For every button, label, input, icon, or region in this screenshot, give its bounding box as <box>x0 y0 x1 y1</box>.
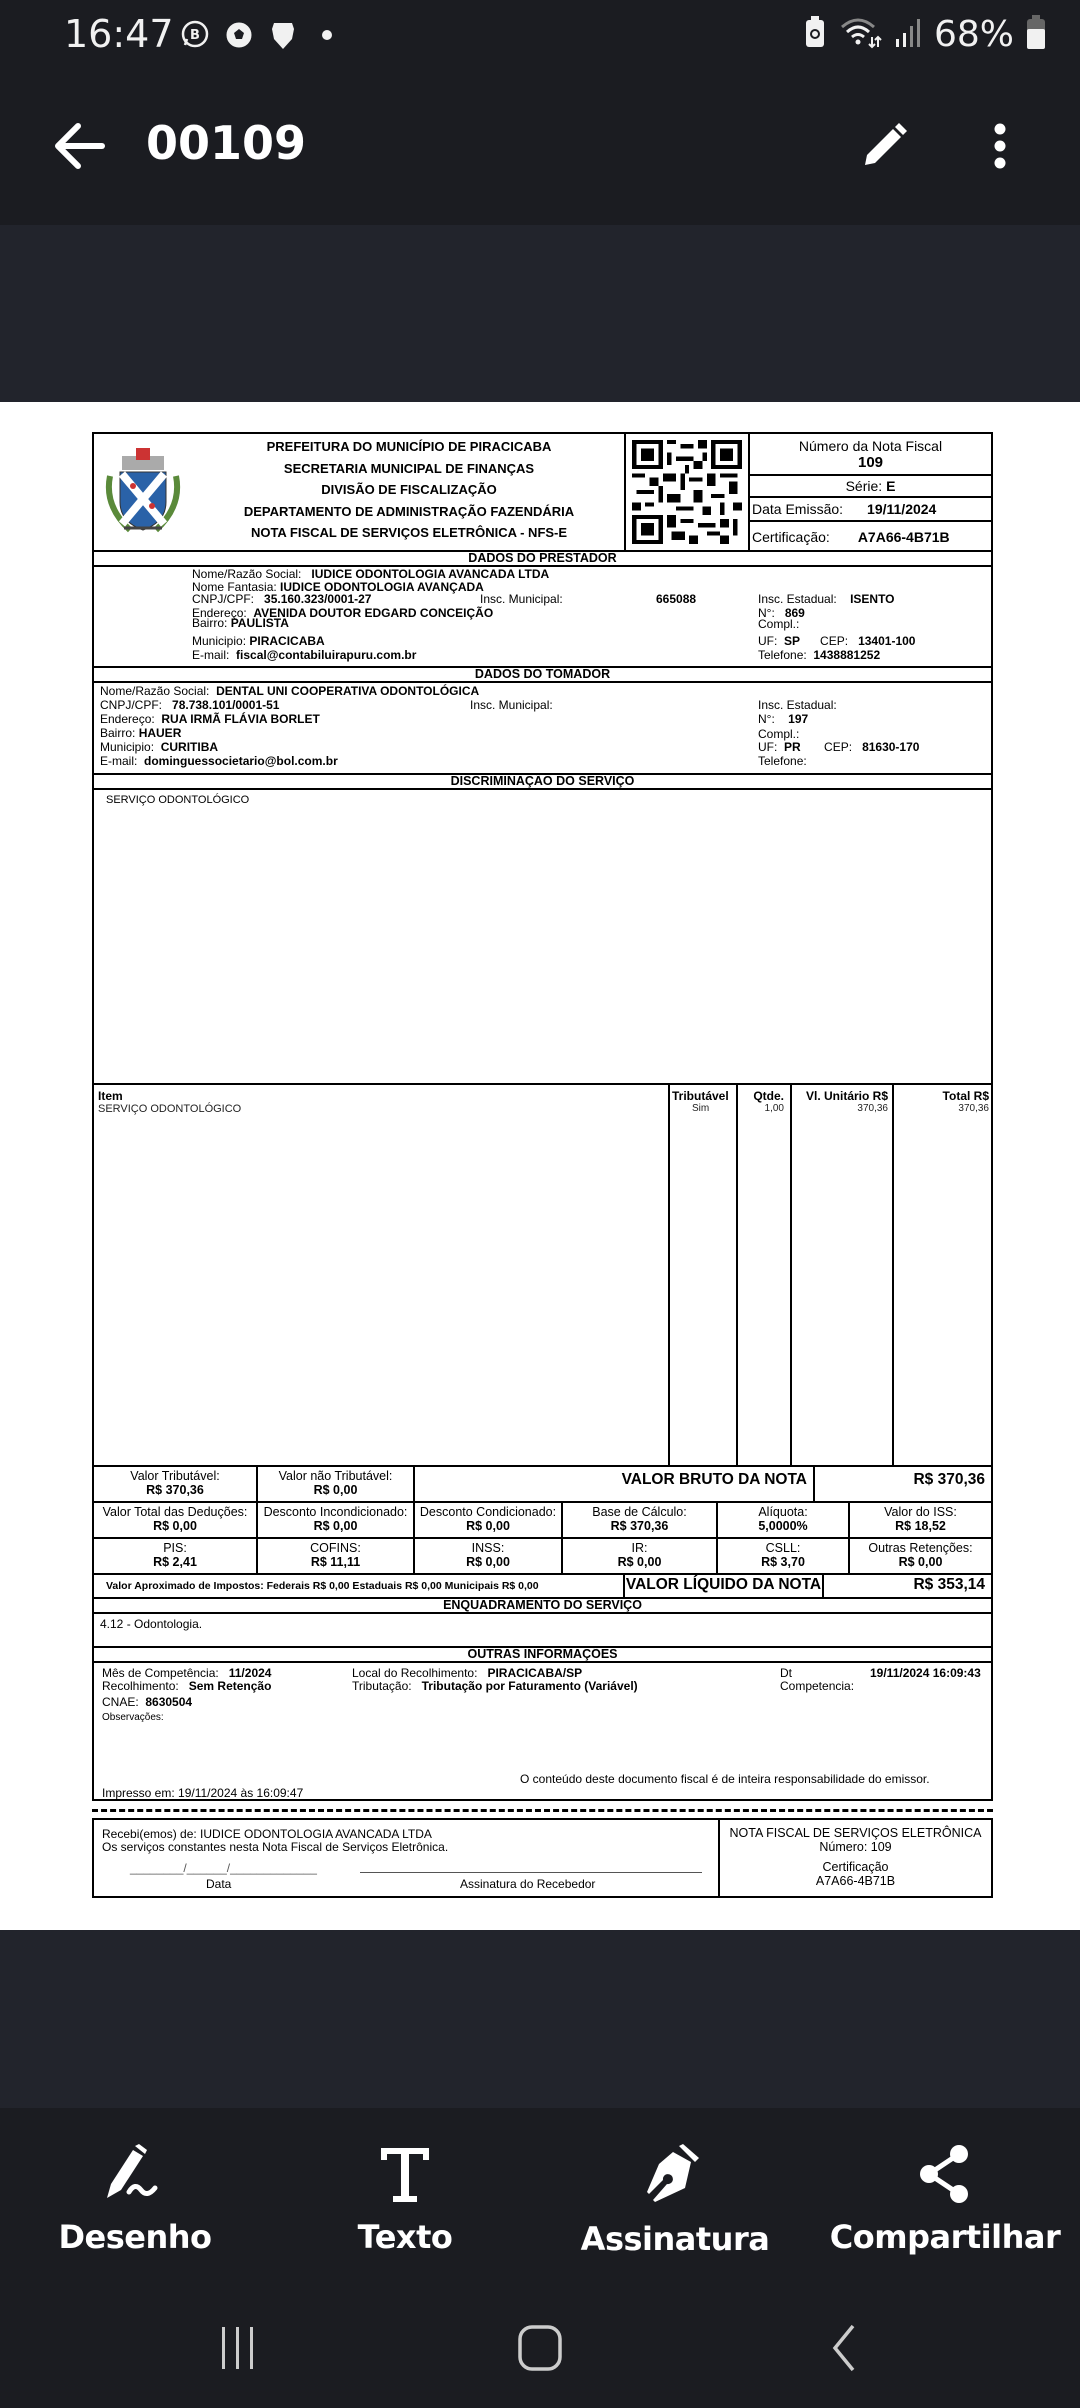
label: IR: <box>631 1541 648 1555</box>
cofins-cell <box>258 1539 415 1573</box>
emission-date-value: 19/11/2024 <box>867 501 937 517</box>
label: Endereço: <box>192 606 247 620</box>
disclaimer: O conteúdo deste documento fiscal é de inteira responsabilidade do emissor. <box>520 1772 930 1786</box>
label: INSS: <box>471 1541 505 1555</box>
desc-incond-value: R$ 0,00 <box>313 1519 358 1533</box>
pis-cell <box>94 1539 258 1573</box>
label: CNPJ/CPF: <box>100 698 163 712</box>
label: Alíquota: <box>758 1505 808 1519</box>
label: PIS: <box>163 1541 187 1555</box>
item-vl-unitario: 370,36 <box>857 1103 888 1114</box>
valor-liquido-label: VALOR LÍQUIDO DA NOTA <box>625 1575 824 1597</box>
label: E-mail: <box>100 754 138 768</box>
label: Recolhimento: <box>102 1679 179 1693</box>
svg-text:B: B <box>190 28 200 43</box>
label: COFINS: <box>310 1541 361 1555</box>
invoice-number-box <box>750 434 991 552</box>
label: Nome/Razão Social: <box>192 567 302 581</box>
outras-retencoes-cell <box>850 1539 991 1573</box>
recolhimento: Sem Retenção <box>188 1679 272 1693</box>
outras-retencoes-value: R$ 0,00 <box>898 1555 943 1569</box>
csll-value: R$ 3,70 <box>761 1555 805 1569</box>
signature-label: Assinatura do Recebedor <box>460 1877 596 1891</box>
valor-bruto: R$ 370,36 <box>913 1471 985 1488</box>
col-header-total: Total R$ <box>942 1089 989 1103</box>
label: CEP: <box>820 634 849 648</box>
draw-icon <box>103 2144 167 2204</box>
tomador-cnpj: 78.738.101/0001-51 <box>172 698 280 712</box>
csll-cell <box>718 1539 850 1573</box>
label: Insc. Municipal: <box>480 592 563 606</box>
whatsapp-business-icon <box>178 18 212 52</box>
aliquota-value: 5,0000% <box>758 1519 808 1533</box>
back-button[interactable] <box>46 112 114 180</box>
receipt-nf-number: Número: 109 <box>819 1840 892 1854</box>
values-row-1 <box>92 1465 993 1501</box>
emission-date-cell <box>750 498 991 522</box>
values-row-3 <box>92 1537 993 1573</box>
header-line: SECRETARIA MUNICIPAL DE FINANÇAS <box>283 460 535 476</box>
prestador-bairro: PAULISTA <box>230 616 289 630</box>
label: CNPJ/CPF: <box>192 592 255 606</box>
system-nav-bar <box>0 2288 1080 2408</box>
label: Dt <box>780 1666 792 1680</box>
tomador-uf: PR <box>784 740 801 754</box>
invoice-number-label: Número da Nota Fiscal <box>798 437 943 454</box>
share-icon <box>917 2144 973 2204</box>
label: Telefone: <box>758 648 807 662</box>
qr-code <box>624 434 750 552</box>
label: Valor Tributável: <box>130 1469 220 1483</box>
serie-value: E <box>886 478 896 494</box>
prestador-address: AVENIDA DOUTOR EDGARD CONCEIÇÃO <box>253 606 494 620</box>
section-title-enquadramento: ENQUADRAMENTO DO SERVIÇO <box>92 1597 993 1612</box>
item-qtde: 1,00 <box>764 1103 784 1114</box>
receipt-nf-box <box>718 1820 991 1896</box>
valor-tributavel: R$ 370,36 <box>146 1483 204 1497</box>
cofins-value: R$ 11,11 <box>310 1555 361 1569</box>
battery-saver-icon <box>804 15 826 54</box>
prestador-insc-municipal: 665088 <box>656 592 697 606</box>
label: Municipio: <box>192 634 247 648</box>
tomador-municipio: CURITIBA <box>160 740 219 754</box>
valor-nao-tributavel-cell <box>258 1467 415 1501</box>
deducoes-value: R$ 0,00 <box>153 1519 197 1533</box>
valor-iss-cell <box>850 1503 991 1537</box>
desc-incond-cell <box>258 1503 415 1537</box>
valor-iss-value: R$ 18,52 <box>895 1519 946 1533</box>
text-icon <box>377 2144 433 2204</box>
prestador-section <box>92 565 993 666</box>
discriminacao-section <box>92 788 993 1083</box>
receipt-line-1: Recebi(emos) de: IUDICE ODONTOLOGIA AVANCADA LTDA <box>102 1827 432 1841</box>
home-icon <box>517 2324 563 2372</box>
status-bar <box>0 0 1080 72</box>
serie-label: Série: <box>845 478 883 494</box>
pencil-icon <box>859 121 909 171</box>
tomador-cep: 81630-170 <box>862 740 920 754</box>
soccer-ball-icon <box>222 18 256 52</box>
mes-competencia: 11/2024 <box>228 1666 272 1680</box>
label: Base de Cálculo: <box>592 1505 687 1519</box>
status-time: 16:47 <box>64 12 174 56</box>
label: Desconto Condicionado: <box>419 1505 557 1519</box>
nfse-document <box>92 432 993 1898</box>
invoice-number-value: 109 <box>857 453 884 471</box>
prestador-cnpj: 35.160.323/0001-27 <box>264 592 372 606</box>
section-title-discriminacao: DISCRIMINAÇÃO DO SERVIÇO <box>92 773 993 788</box>
tomador-bairro: HAUER <box>138 726 182 740</box>
label: Municipio: <box>100 740 155 754</box>
edit-button[interactable] <box>852 114 916 178</box>
deducoes-cell <box>94 1503 258 1537</box>
notification-dot <box>322 30 332 40</box>
label: Mês de Competência: <box>102 1666 219 1680</box>
cnae: 8630504 <box>145 1695 193 1709</box>
tomador-number: 197 <box>788 712 809 726</box>
signal-icon <box>894 15 922 54</box>
label: Outras Retenções: <box>868 1541 973 1555</box>
label: Valor Total das Deduções: <box>102 1505 248 1519</box>
values-row-2 <box>92 1501 993 1537</box>
header-line: DEPARTAMENTO DE ADMINISTRAÇÃO FAZENDÁRIA <box>243 503 575 519</box>
label: Endereço: <box>100 712 155 726</box>
label: Bairro: <box>192 616 228 630</box>
items-table <box>92 1083 993 1465</box>
label: Bairro: <box>100 726 136 740</box>
label: Desconto Incondicionado: <box>263 1505 408 1519</box>
prestador-cep: 13401-100 <box>858 634 916 648</box>
label: CNAE: <box>102 1695 139 1709</box>
label: Local do Recolhimento: <box>352 1666 478 1680</box>
signature-button[interactable] <box>540 2108 810 2288</box>
label: Nome Fantasia: <box>192 580 277 594</box>
enquadramento-section <box>92 1612 993 1646</box>
document-header <box>92 432 993 550</box>
aliquota-cell <box>718 1503 850 1537</box>
label: E-mail: <box>192 648 230 662</box>
app-bar <box>0 72 1080 225</box>
pdf-page[interactable] <box>0 402 1080 1930</box>
back-icon <box>829 2324 859 2372</box>
service-description: SERVIÇO ODONTOLÓGICO <box>106 794 250 806</box>
more-vert-icon <box>992 123 1008 169</box>
label: UF: <box>758 634 778 648</box>
valor-liquido: R$ 353,14 <box>913 1576 985 1593</box>
tomador-section <box>92 681 993 773</box>
base-calculo-value: R$ 370,36 <box>610 1519 669 1533</box>
receipt-stub <box>92 1818 993 1898</box>
draw-button[interactable] <box>0 2108 270 2288</box>
share-label: Compartilhar <box>829 2218 1061 2256</box>
col-header-item: Item <box>98 1089 123 1103</box>
signature-line <box>360 1872 702 1873</box>
prestador-trade-name: IUDICE ODONTOLOGIA AVANÇADA <box>280 580 484 594</box>
valor-tributavel-cell <box>94 1467 258 1501</box>
enquadramento-text: 4.12 - Odontologia. <box>100 1617 203 1631</box>
label: Nome/Razão Social: <box>100 684 210 698</box>
battery-percent: 68% <box>933 14 1014 55</box>
label: Compl.: <box>758 727 800 741</box>
label: UF: <box>758 740 778 754</box>
local-recolhimento: PIRACICABA/SP <box>487 1666 583 1680</box>
wifi-icon <box>838 15 882 54</box>
label: Compl.: <box>758 617 800 631</box>
signature-pen-icon <box>645 2144 705 2206</box>
base-calculo-cell <box>563 1503 718 1537</box>
emission-date-label: Data Emissão: <box>752 501 844 517</box>
header-title-block <box>194 436 624 544</box>
header-line: DIVISÃO DE FISCALIZAÇÃO <box>321 482 497 497</box>
item-total: 370,36 <box>958 1103 989 1114</box>
receipt-cert-label: Certificação <box>822 1860 889 1874</box>
label: Insc. Estadual: <box>758 592 837 606</box>
date-label: Data <box>206 1877 232 1891</box>
label: Valor não Tributável: <box>278 1469 393 1483</box>
more-options-button[interactable] <box>970 114 1030 178</box>
signature-label: Assinatura <box>580 2220 770 2258</box>
label: CSLL: <box>765 1541 801 1555</box>
prestador-email: fiscal@contabiluirapuru.com.br <box>236 648 417 662</box>
label: CEP: <box>824 740 853 754</box>
tomador-address: RUA IRMÃ FLÁVIA BORLET <box>161 712 320 726</box>
col-qtde <box>736 1085 790 1465</box>
receipt-cert-value: A7A66-4B71B <box>815 1874 896 1888</box>
text-button[interactable] <box>270 2108 540 2288</box>
certification-label: Certificação: <box>752 529 830 545</box>
valor-nao-tributavel: R$ 0,00 <box>313 1483 358 1497</box>
serie-cell <box>750 476 991 498</box>
recents-button[interactable] <box>188 2318 288 2378</box>
invoice-number-cell <box>750 434 991 476</box>
pdf-viewer[interactable] <box>0 225 1080 2108</box>
ir-cell <box>563 1539 718 1573</box>
impostos-aproximados: Valor Aproximado de Impostos: Federais R$ 0,00 Estaduais R$ 0,00 Municipais R$ 0,00 <box>94 1575 625 1597</box>
prestador-phone: 1438881252 <box>813 648 881 662</box>
col-header-vl-unitario: Vl. Unitário R$ <box>805 1089 888 1103</box>
prestador-name: IUDICE ODONTOLOGIA AVANCADA LTDA <box>311 567 550 581</box>
prestador-municipio: PIRACICABA <box>249 634 325 648</box>
nav-back-button[interactable] <box>794 2318 894 2378</box>
certification-value: A7A66-4B71B <box>857 529 950 545</box>
section-title-prestador: DADOS DO PRESTADOR <box>92 550 993 565</box>
ir-value: R$ 0,00 <box>617 1555 662 1569</box>
arrow-left-icon <box>54 123 106 169</box>
tomador-email: dominguessocietario@bol.com.br <box>144 754 338 768</box>
system-icons <box>804 14 1046 55</box>
recents-icon <box>218 2325 258 2371</box>
receipt-line-2: Os serviços constantes nesta Nota Fiscal de Serviços Eletrônica. <box>102 1840 449 1854</box>
inss-cell <box>415 1539 563 1573</box>
label: Telefone: <box>758 754 807 768</box>
tomador-name: DENTAL UNI COOPERATIVA ODONTOLÓGICA <box>216 684 480 698</box>
label: Tributação: <box>352 1679 412 1693</box>
printed-at: Impresso em: 19/11/2024 às 16:09:47 <box>102 1786 304 1800</box>
cut-line <box>92 1809 993 1812</box>
section-title-tomador: DADOS DO TOMADOR <box>92 666 993 681</box>
share-button[interactable] <box>810 2108 1080 2288</box>
piracicaba-coat-of-arms-icon <box>100 446 186 538</box>
section-title-outras-info: OUTRAS INFORMAÇÕES <box>92 1646 993 1661</box>
values-row-4 <box>92 1573 993 1597</box>
notification-icons <box>178 18 332 52</box>
shield-app-icon <box>266 18 300 52</box>
qr-code-icon <box>632 440 742 544</box>
label: Insc. Estadual: <box>758 698 837 712</box>
col-header-tributavel: Tributável <box>672 1089 729 1103</box>
prestador-number: 869 <box>784 606 805 620</box>
draw-label: Desenho <box>58 2218 212 2256</box>
home-button[interactable] <box>490 2318 590 2378</box>
prestador-insc-estadual: ISENTO <box>850 592 895 606</box>
item-tributavel: Sim <box>692 1103 710 1114</box>
inss-value: R$ 0,00 <box>466 1555 510 1569</box>
text-label: Texto <box>357 2218 453 2256</box>
tributacao: Tributação por Faturamento (Variável) <box>421 1679 638 1693</box>
outras-info-section <box>92 1661 993 1801</box>
label: Competencia: <box>780 1679 855 1693</box>
valor-bruto-label: VALOR BRUTO DA NOTA <box>415 1467 815 1501</box>
date-blank-field: ________/______/_____________ <box>130 1861 317 1875</box>
col-vl-unitario <box>790 1085 892 1465</box>
dt-competencia: 19/11/2024 16:09:43 <box>870 1666 981 1680</box>
prestador-uf: SP <box>784 634 801 648</box>
col-tributavel <box>668 1085 736 1465</box>
battery-icon <box>1026 14 1046 55</box>
pis-value: R$ 2,41 <box>153 1555 197 1569</box>
document-title: 00109 <box>146 116 307 170</box>
bottom-toolbar <box>0 2108 1080 2288</box>
header-line: PREFEITURA DO MUNICÍPIO DE PIRACICABA <box>266 439 552 454</box>
desc-cond-cell <box>415 1503 563 1537</box>
col-header-qtde: Qtde. <box>753 1089 784 1103</box>
certification-cell <box>750 522 991 552</box>
label: Valor do ISS: <box>884 1505 957 1519</box>
item-description: SERVIÇO ODONTOLÓGICO <box>98 1103 242 1115</box>
label: Insc. Municipal: <box>470 698 553 712</box>
header-line: NOTA FISCAL DE SERVIÇOS ELETRÔNICA - NFS-E <box>250 525 568 540</box>
desc-cond-value: R$ 0,00 <box>466 1519 510 1533</box>
observacoes-label: Observações: <box>102 1712 164 1723</box>
col-total <box>892 1085 991 1465</box>
receipt-nf-title: NOTA FISCAL DE SERVIÇOS ELETRÔNICA <box>729 1826 982 1840</box>
label: N°: <box>758 606 775 620</box>
label: N°: <box>758 712 775 726</box>
